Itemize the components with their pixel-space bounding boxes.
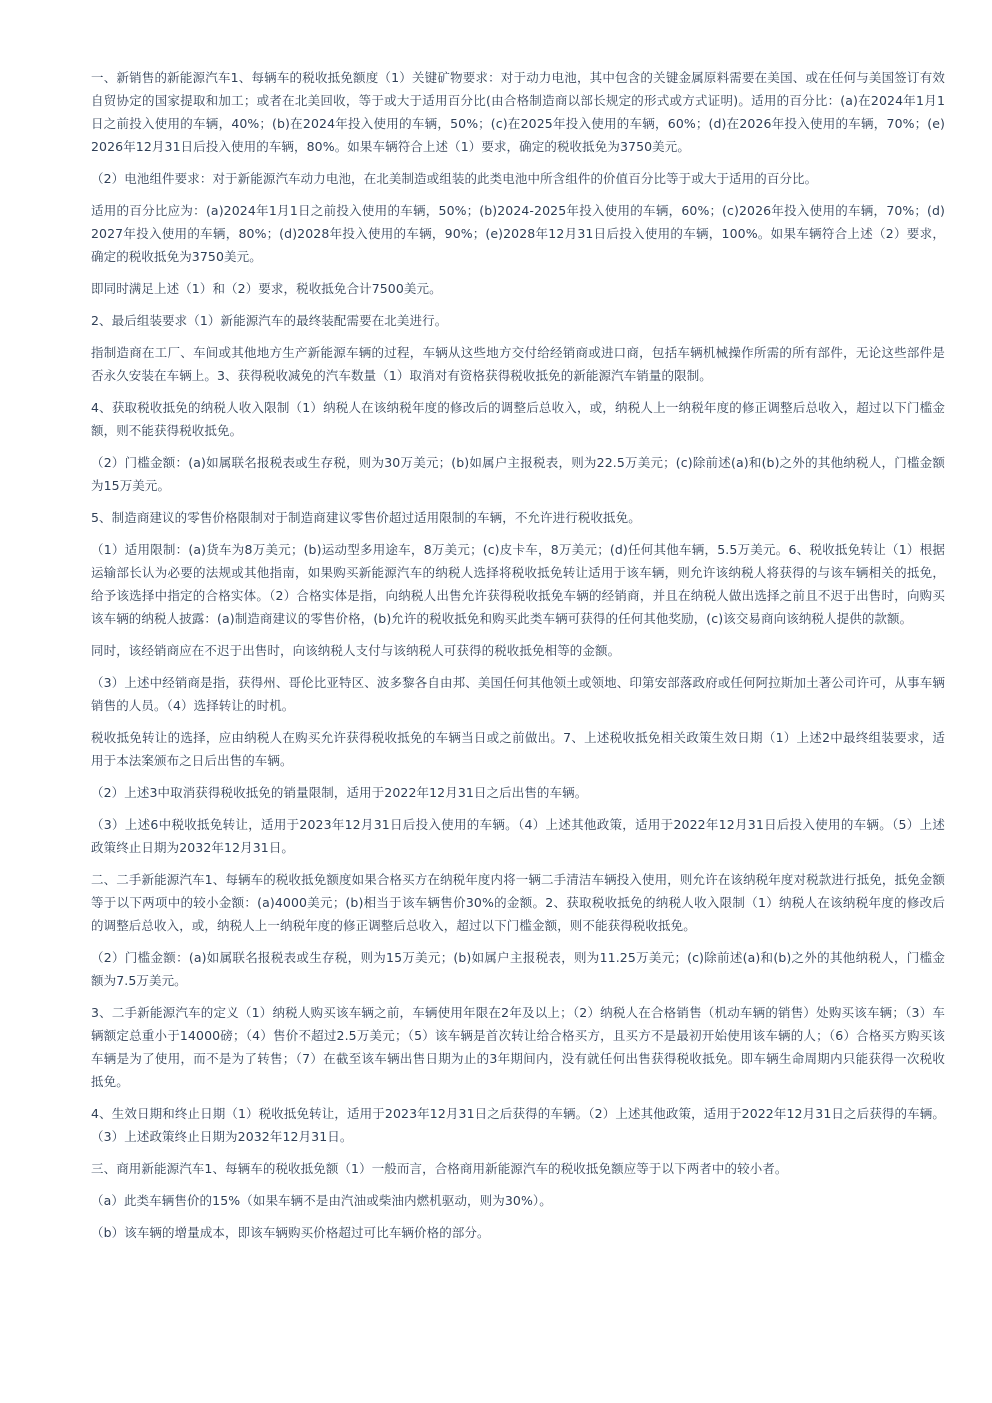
paragraph: （1）适用限制：(a)货车为8万美元；(b)运动型多用途车，8万美元；(c)皮卡车，8万美元；(d)任何其他车辆，5.5万美元。6、税收抵免转让（1）根据运输部长认为必要的法规或其他指南，如果购买新能源汽车的纳税人选择将税收抵免转让适用于该车辆，则允许该纳税人将获得的与该车辆相关的抵免，给予该选择中指定的合格实体。（2）合格实体是指，向纳税人出售允许获得税收抵免车辆的经销商，并且在纳税人做出选择之前且不迟于出售时，向购买该车辆的纳税人披露：(a)制造商建议的零售价格，(b)允许的税收抵免和购买此类车辆可获得的任何其他奖励，(c)该交易商向该纳税人提供的款额。 bbox=[91, 542, 945, 626]
paragraph: 二、二手新能源汽车1、每辆车的税收抵免额度如果合格买方在纳税年度内将一辆二手清洁车辆投入使用，则允许在该纳税年度对税款进行抵免，抵免金额等于以下两项中的较小金额：(a)4000美元；(b)相当于该车辆售价30%的金额。2、获取税收抵免的纳税人收入限制（1）纳税人在该纳税年度的修改后的调整后总收入，或，纳税人上一纳税年度的修正调整后总收入，超过以下门槛金额，则不能获得税收抵免。 bbox=[91, 872, 945, 933]
paragraph: （b）该车辆的增量成本，即该车辆购买价格超过可比车辆价格的部分。 bbox=[91, 1225, 490, 1240]
paragraph: 4、生效日期和终止日期（1）税收抵免转让，适用于2023年12月31日之后获得的车辆。（2）上述其他政策，适用于2022年12月31日之后获得的车辆。（3）上述政策终止日期为2032年12月31日。 bbox=[91, 1106, 945, 1144]
paragraph: 同时，该经销商应在不迟于出售时，向该纳税人支付与该纳税人可获得的税收抵免相等的金额。 bbox=[91, 643, 621, 658]
paragraph: 4、获取税收抵免的纳税人收入限制（1）纳税人在该纳税年度的修改后的调整后总收入，或，纳税人上一纳税年度的修正调整后总收入，超过以下门槛金额，则不能获得税收抵免。 bbox=[91, 400, 945, 438]
paragraph: 即同时满足上述（1）和（2）要求，税收抵免合计7500美元。 bbox=[91, 281, 442, 296]
paragraph: 三、商用新能源汽车1、每辆车的税收抵免额（1）一般而言，合格商用新能源汽车的税收抵免额应等于以下两者中的较小者。 bbox=[91, 1161, 788, 1176]
paragraph: （3）上述6中税收抵免转让，适用于2023年12月31日后投入使用的车辆。（4）上述其他政策，适用于2022年12月31日后投入使用的车辆。（5）上述政策终止日期为2032年12月31日。 bbox=[91, 817, 945, 855]
document-body bbox=[91, 66, 945, 1253]
paragraph: （3）上述中经销商是指，获得州、哥伦比亚特区、波多黎各自由邦、美国任何其他领土或领地、印第安部落政府或任何阿拉斯加土著公司许可，从事车辆销售的人员。（4）选择转让的时机。 bbox=[91, 675, 945, 713]
paragraph: 税收抵免转让的选择，应由纳税人在购买允许获得税收抵免的车辆当日或之前做出。7、上述税收抵免相关政策生效日期（1）上述2中最终组装要求，适用于本法案颁布之日后出售的车辆。 bbox=[91, 730, 945, 768]
paragraph: （2）上述3中取消获得税收抵免的销量限制，适用于2022年12月31日之后出售的车辆。 bbox=[91, 785, 588, 800]
paragraph: 5、制造商建议的零售价格限制对于制造商建议零售价超过适用限制的车辆，不允许进行税收抵免。 bbox=[91, 510, 641, 525]
paragraph: 适用的百分比应为：(a)2024年1月1日之前投入使用的车辆，50%；(b)2024-2025年投入使用的车辆，60%；(c)2026年投入使用的车辆，70%；(d)2027年投入使用的车辆，80%；(d)2028年投入使用的车辆，90%；(e)2028年12月31日后投入使用的车辆，100%。如果车辆符合上述（2）要求，确定的税收抵免为3750美元。 bbox=[91, 203, 945, 264]
paragraph: 2、最后组装要求（1）新能源汽车的最终装配需要在北美进行。 bbox=[91, 313, 448, 328]
paragraph: 3、二手新能源汽车的定义（1）纳税人购买该车辆之前，车辆使用年限在2年及以上；（2）纳税人在合格销售（机动车辆的销售）处购买该车辆；（3）车辆额定总重小于14000磅；（4）售价不超过2.5万美元；（5）该车辆是首次转让给合格买方，且买方不是最初开始使用该车辆的人；（6）合格买方购买该车辆是为了使用，而不是为了转售；（7）在截至该车辆出售日期为止的3年期间内，没有就任何出售获得税收抵免。即车辆生命周期内只能获得一次税收抵免。 bbox=[91, 1005, 945, 1089]
paragraph: 指制造商在工厂、车间或其他地方生产新能源车辆的过程，车辆从这些地方交付给经销商或进口商，包括车辆机械操作所需的所有部件，无论这些部件是否永久安装在车辆上。3、获得税收减免的汽车数量（1）取消对有资格获得税收抵免的新能源汽车销量的限制。 bbox=[91, 345, 945, 383]
paragraph: （a）此类车辆售价的15%（如果车辆不是由汽油或柴油内燃机驱动，则为30%）。 bbox=[91, 1193, 552, 1208]
paragraph: （2）门槛金额：(a)如属联名报税表或生存税，则为15万美元；(b)如属户主报税表，则为11.25万美元；(c)除前述(a)和(b)之外的其他纳税人，门槛金额为7.5万美元。 bbox=[91, 950, 945, 988]
paragraph: （2）电池组件要求：对于新能源汽车动力电池，在北美制造或组装的此类电池中所含组件的价值百分比等于或大于适用的百分比。 bbox=[91, 171, 818, 186]
paragraph: （2）门槛金额：(a)如属联名报税表或生存税，则为30万美元；(b)如属户主报税表，则为22.5万美元；(c)除前述(a)和(b)之外的其他纳税人，门槛金额为15万美元。 bbox=[91, 455, 945, 493]
paragraph: 一、新销售的新能源汽车1、每辆车的税收抵免额度（1）关键矿物要求：对于动力电池，其中包含的关键金属原料需要在美国、或在任何与美国签订有效自贸协定的国家提取和加工；或者在北美回收，等于或大于适用百分比(由合格制造商以部长规定的形式或方式证明)。适用的百分比：(a)在2024年1月1日之前投入使用的车辆，40%；(b)在2024年投入使用的车辆，50%；(c)在2025年投入使用的车辆，60%；(d)在2026年投入使用的车辆，70%；(e)2026年12月31日后投入使用的车辆，80%。如果车辆符合上述（1）要求，确定的税收抵免为3750美元。 bbox=[91, 70, 945, 154]
